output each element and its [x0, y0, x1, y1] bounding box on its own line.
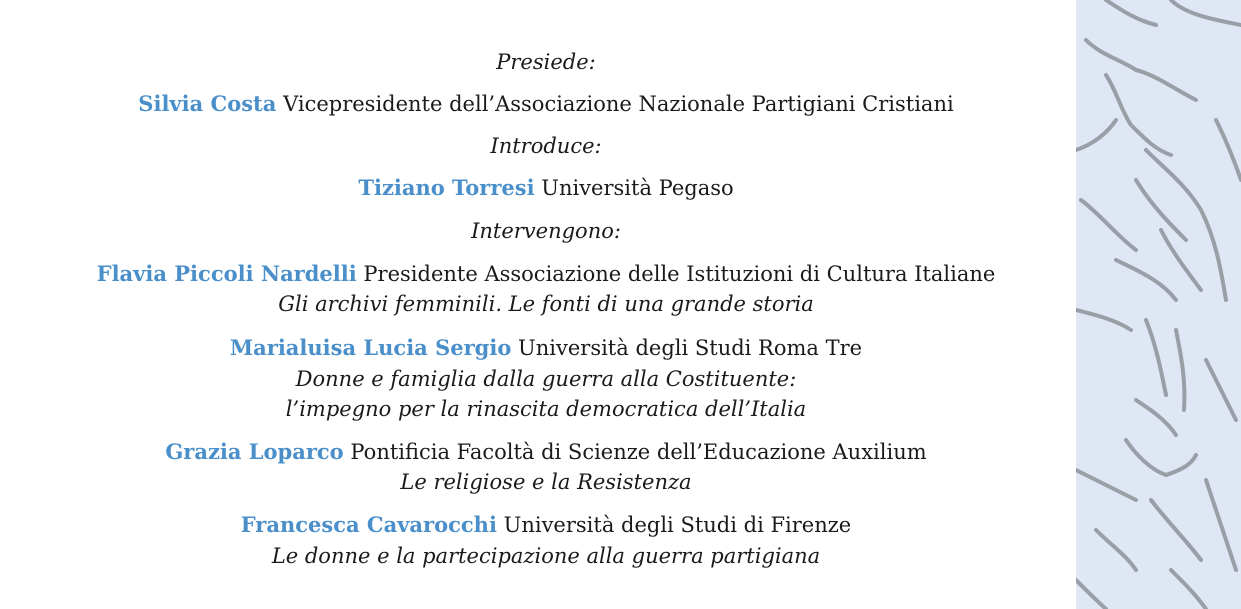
speaker-name: Flavia Piccoli Nardelli: [96, 261, 357, 286]
talk-title: Le donne e la partecipazione alla guerra partigiana: [271, 544, 821, 568]
speaker-name: Francesca Cavarocchi: [240, 512, 497, 537]
speaker-affiliation: Università degli Studi Roma Tre: [518, 336, 863, 360]
figure-illustration: [1076, 0, 1241, 609]
speaker-affiliation: Pontificia Facoltà di Scienze dell’Educazione Auxilium: [350, 440, 927, 464]
decorative-side-panel: [1076, 0, 1241, 609]
presiede-entry: [0, 91, 1092, 117]
speaker-name: Grazia Loparco: [165, 439, 344, 464]
presiede-role: Vicepresidente dell’Associazione Nazionale Partigiani Cristiani: [283, 92, 954, 116]
speaker-affiliation: Presidente Associazione delle Istituzioni di Cultura Italiane: [363, 262, 996, 286]
speaker-entry: [0, 335, 1092, 361]
speaker-affiliation: Università degli Studi di Firenze: [503, 513, 852, 537]
introduce-entry: [0, 175, 1092, 201]
speaker-name: Marialuisa Lucia Sergio: [229, 335, 512, 360]
talk-title: Le religiose e la Resistenza: [400, 470, 692, 494]
speaker-entry: [0, 261, 1092, 287]
talk-title: l’impegno per la rinascita democratica dell’Italia: [285, 397, 807, 421]
talk-title: Gli archivi femminili. Le fonti di una grande storia: [278, 292, 814, 316]
presiede-label: Presiede:: [496, 50, 596, 74]
speaker-entry: [0, 512, 1092, 538]
intervengono-label: Intervengono:: [471, 219, 621, 243]
introduce-label: Introduce:: [490, 134, 602, 158]
presiede-name: Silvia Costa: [138, 91, 277, 116]
introduce-name: Tiziano Torresi: [358, 175, 535, 200]
talk-title: Donne e famiglia dalla guerra alla Costituente:: [295, 367, 797, 391]
introduce-role: Università Pegaso: [541, 176, 734, 200]
speaker-entry: [0, 439, 1092, 465]
